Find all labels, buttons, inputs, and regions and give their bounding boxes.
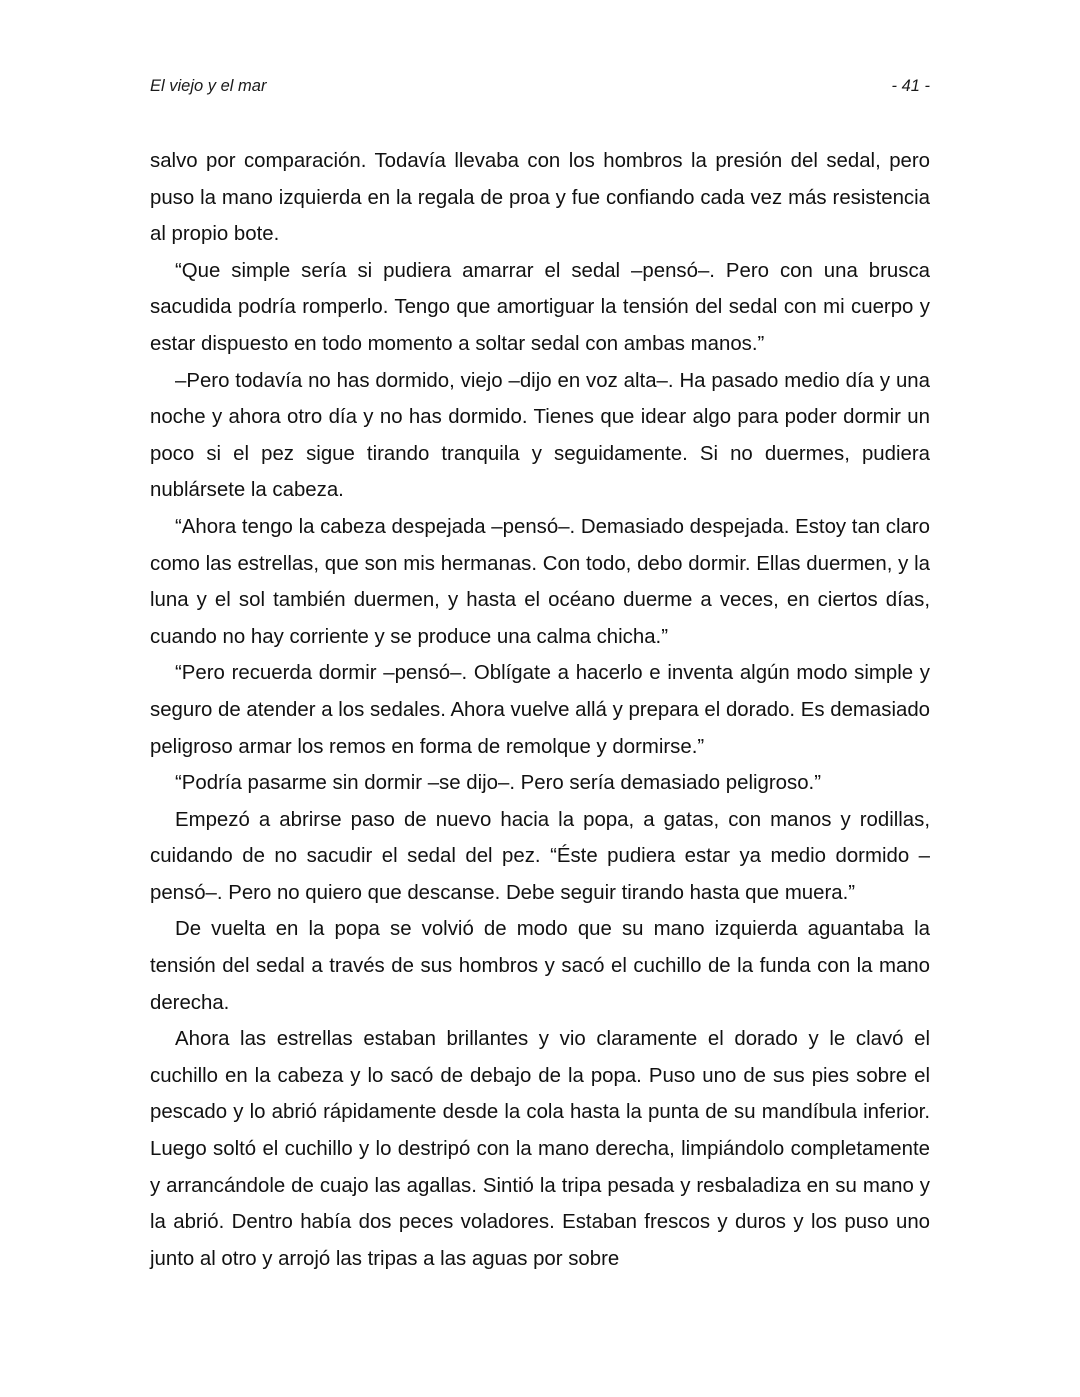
paragraph-6: “Podría pasarme sin dormir –se dijo–. Pero sería demasiado peligroso.” <box>175 772 822 795</box>
paragraph-3: –Pero todavía no has dormido, viejo –dijo en voz alta–. Ha pasado medio día y una noche y ahora otro día y no has dormido. Tienes que idear algo para poder dormir un poco si el pez sigue tirando tranquila y seguidamente. Si no duermes, pudiera nublársete la cabeza. <box>150 369 930 502</box>
page-header <box>150 74 930 98</box>
book-title: El viejo y el mar <box>150 76 267 95</box>
paragraph-4: “Ahora tengo la cabeza despejada –pensó–. Demasiado despejada. Estoy tan claro como las estrellas, que son mis hermanas. Con todo, debo dormir. Ellas duermen, y la luna y el sol también duermen, y hasta el océano duerme a veces, en ciertos días, cuando no hay corriente y se produce una calma chicha.” <box>150 515 930 648</box>
page-number: - 41 - <box>891 76 930 95</box>
paragraph-2: “Que simple sería si pudiera amarrar el sedal –pensó–. Pero con una brusca sacudida podría romperlo. Tengo que amortiguar la tensión del sedal con mi cuerpo y estar dispuesto en todo momento a soltar sedal con ambas manos.” <box>150 259 930 355</box>
page-body <box>150 143 930 1277</box>
paragraph-7: Empezó a abrirse paso de nuevo hacia la popa, a gatas, con manos y rodillas, cuidando de no sacudir el sedal del pez. “Éste pudiera estar ya medio dormido –pensó–. Pero no quiero que descanse. Debe seguir tirando hasta que muera.” <box>150 808 930 904</box>
paragraph-1: salvo por comparación. Todavía llevaba con los hombros la presión del sedal, pero puso la mano izquierda en la regala de proa y fue confiando cada vez más resistencia al propio bote. <box>150 150 930 246</box>
paragraph-9: Ahora las estrellas estaban brillantes y vio claramente el dorado y le clavó el cuchillo en la cabeza y lo sacó de debajo de la popa. Puso uno de sus pies sobre el pescado y lo abrió rápidamente desde la cola hasta la punta de su mandíbula inferior. Luego soltó el cuchillo y lo destripó con la mano derecha, limpiándolo completamente y arrancándole de cuajo las agallas. Sintió la tripa pesada y resbaladiza en su mano y la abrió. Dentro había dos peces voladores. Estaban frescos y duros y los puso uno junto al otro y arrojó las tripas a las aguas por sobre <box>150 1028 930 1270</box>
paragraph-5: “Pero recuerda dormir –pensó–. Oblígate a hacerlo e inventa algún modo simple y seguro de atender a los sedales. Ahora vuelve allá y prepara el dorado. Es demasiado peligroso armar los remos en forma de remolque y dormirse.” <box>150 662 930 758</box>
paragraph-8: De vuelta en la popa se volvió de modo que su mano izquierda aguantaba la tensión del sedal a través de sus hombros y sacó el cuchillo de la funda con la mano derecha. <box>150 918 930 1014</box>
